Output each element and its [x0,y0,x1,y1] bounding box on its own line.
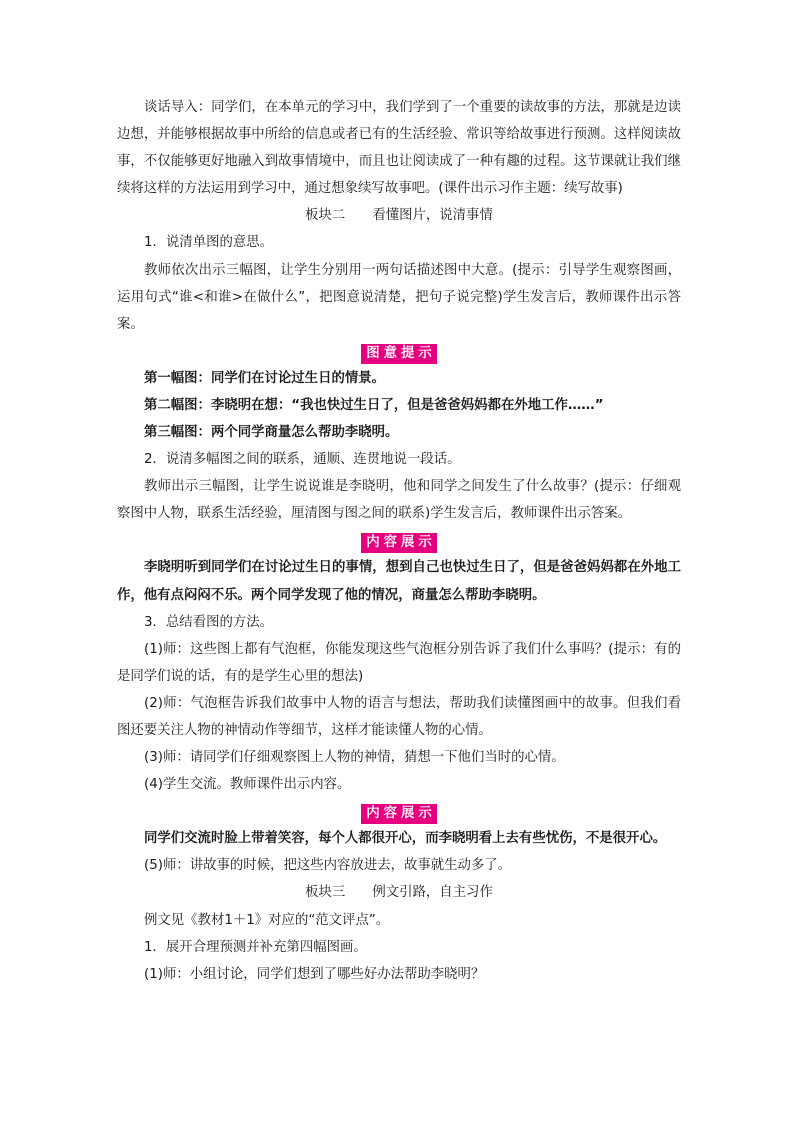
paragraph: (4)学生交流。教师课件出示内容。 [144,777,351,793]
picture-description: 第三幅图：两个同学商量怎么帮助李晓明。 [144,425,399,441]
section-label: 板块三 [305,885,346,901]
section-title: 例文引路，自主习作 [372,885,493,901]
picture-description: 第一幅图：同学们在讨论过生日的情景。 [144,370,386,386]
paragraph: (5)师：讲故事的时候，把这些内容放进去，故事就生动多了。 [144,858,512,874]
content-display-tag: 内容展示 [361,533,437,553]
section-heading-3 [117,879,681,906]
answer-paragraph: 李晓明听到同学们在讨论过生日的事情，想到自己也快过生日了，但是爸爸妈妈都在外地工作，他有点闷闷不乐。两个同学发现了他的情况，商量怎么帮助李晓明。 [117,560,681,603]
paragraph: (2)师：气泡框告诉我们故事中人物的语言与想法，帮助我们读懂图画中的故事。但我们看图还要关注人物的神情动作等细节，这样才能读懂人物的心情。 [117,695,681,738]
paragraph: 例文见《教材1＋1》对应的“范文评点”。 [144,912,390,928]
answer-paragraph: 同学们交流时脸上带着笑容，每个人都很开心，而李晓明看上去有些忧伤，不是很开心。 [144,831,667,847]
paragraph: 教师出示三幅图，让学生说说谁是李晓明，他和同学之间发生了什么故事？(提示：仔细观察图中人物，联系生活经验，厘清图与图之间的联系)学生发言后，教师课件出示答案。 [117,479,681,522]
content-display-tag: 内容展示 [361,804,437,824]
step-heading: 1．展开合理预测并补充第四幅图画。 [144,939,367,955]
tag-row [117,344,681,364]
tag-row [117,804,681,824]
intro-paragraph: 谈话导入：同学们，在本单元的学习中，我们学到了一个重要的读故事的方法，那就是边读边想，并能够根据故事中所给的信息或者已有的生活经验、常识等给故事进行预测。这样阅读故事，不仅能够更好地融入到故事情境中，而且也让阅读成了一种有趣的过程。这节课就让我们继续将这样的方法运用到学习中，通过想象续写故事吧。(课件出示习作主题：续写故事) [117,100,681,197]
section-heading-2 [117,202,681,229]
paragraph: 教师依次出示三幅图，让学生分别用一两句话描述图中大意。(提示：引导学生观察图画，运用句式“谁<和谁>在做什么”，把图意说清楚，把句子说完整)学生发言后，教师课件出示答案。 [117,262,681,332]
paragraph: (3)师：请同学们仔细观察图上人物的神情，猜想一下他们当时的心情。 [144,750,565,766]
section-title: 看懂图片，说清事情 [372,208,493,224]
step-heading: 1．说清单图的意思。 [144,235,274,251]
picture-description: 第二幅图：李晓明在想：“我也快过生日了，但是爸爸妈妈都在外地工作……” [144,397,604,413]
step-heading: 3．总结看图的方法。 [144,614,274,630]
lesson-content [117,94,681,988]
section-label: 板块二 [305,208,346,224]
paragraph: (1)师：这些图上都有气泡框，你能发现这些气泡框分别告诉了我们什么事吗？(提示：有的是同学们说的话，有的是学生心里的想法) [117,641,681,684]
step-heading: 2．说清多幅图之间的联系，通顺、连贯地说一段话。 [144,452,461,468]
picture-hint-tag: 图意提示 [361,344,437,364]
tag-row [117,533,681,553]
paragraph: (1)师：小组讨论，同学们想到了哪些好办法帮助李晓明？ [144,966,485,982]
